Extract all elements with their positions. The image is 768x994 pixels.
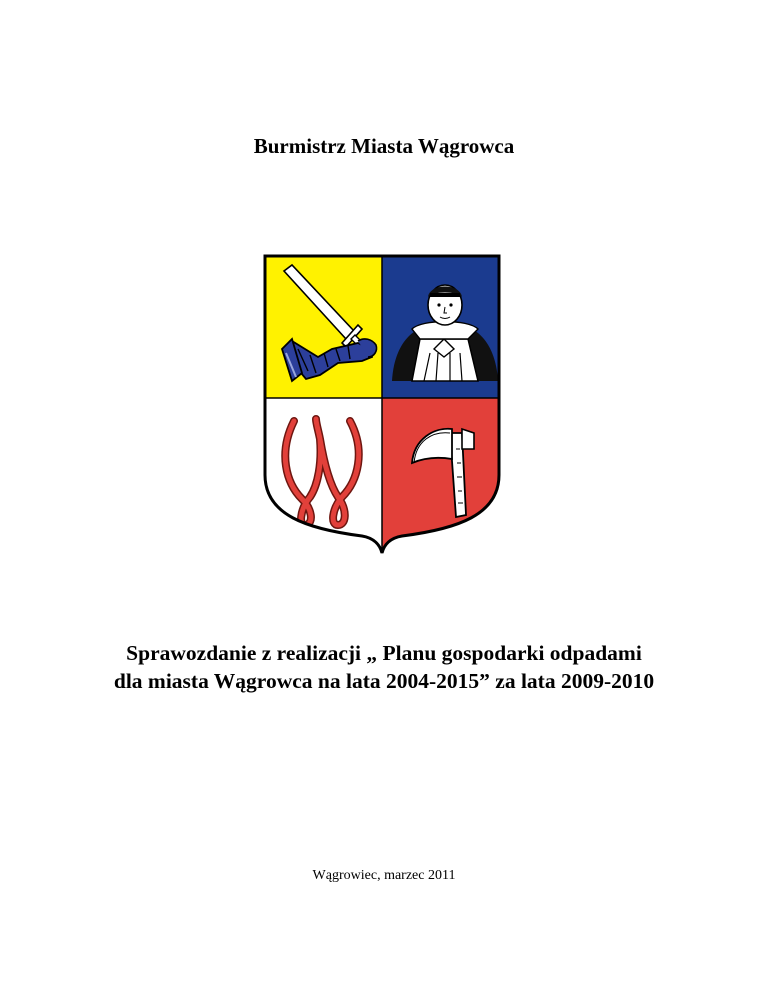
report-title-line-2: dla miasta Wągrowca na lata 2004-2015” za lata 2009-2010 [113,669,655,693]
author-heading: Burmistrz Miasta Wągrowca [253,134,515,158]
quarter-top-left [262,253,382,398]
report-title [0,639,768,695]
coat-of-arms-icon [262,253,502,555]
report-title-line-1: Sprawozdanie z realizacji „ Planu gospodarki odpadami [126,641,642,665]
quarter-bottom-right [382,398,502,555]
place-and-date: Wągrowiec, marzec 2011 [312,868,456,883]
